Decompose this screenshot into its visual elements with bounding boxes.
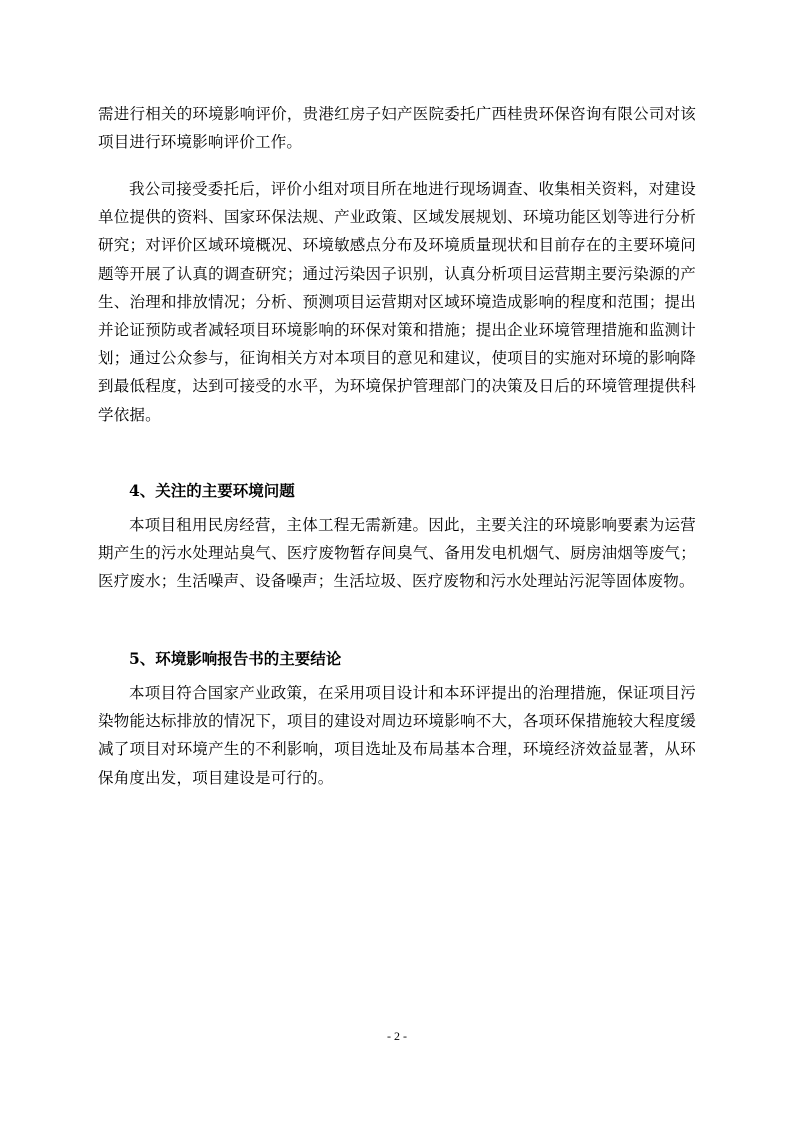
- paragraph-conclusion: 本项目符合国家产业政策，在采用项目设计和本环评提出的治理措施，保证项目污染物能达标排放的情况下，项目的建设对周边环境影响不大，各项环保措施较大程度缓减了项目对环境产生的不利影响，项目选址及布局基本合理，环境经济效益显著，从环保角度出发，项目建设是可行的。: [98, 684, 696, 787]
- section-heading-4: 4、关注的主要环境问题: [129, 481, 295, 500]
- page-number: - 2 -: [387, 1029, 407, 1043]
- section-heading-5: 5、环境影响报告书的主要结论: [129, 649, 342, 668]
- paragraph-continuation: 需进行相关的环境影响评价，贵港红房子妇产医院委托广西桂贵环保咨询有限公司对该项目进行环境影响评价工作。: [98, 105, 696, 152]
- paragraph-environmental-issues: 本项目租用民房经营，主体工程无需新建。因此，主要关注的环境影响要素为运营期产生的污水处理站臭气、医疗废物暂存间臭气、备用发电机烟气、厨房油烟等废气；医疗废水；生活噪声、设备噪声；生活垃圾、医疗废物和污水处理站污泥等固体废物。: [98, 516, 696, 591]
- paragraph-work-process: 我公司接受委托后，评价小组对项目所在地进行现场调查、收集相关资料，对建设单位提供的资料、国家环保法规、产业政策、区域发展规划、环境功能区划等进行分析研究；对评价区域环境概况、环境敏感点分布及环境质量现状和目前存在的主要环境问题等开展了认真的调查研究；通过污染因子识别，认真分析项目运营期主要污染源的产生、治理和排放情况；分析、预测项目运营期对区域环境造成影响的程度和范围；提出并论证预防或者减轻项目环境影响的环保对策和措施；提出企业环境管理措施和监测计划；通过公众参与，征询相关方对本项目的意见和建议，使项目的实施对环境的影响降到最低程度，达到可接受的水平，为环境保护管理部门的决策及日后的环境管理提供科学依据。: [98, 180, 696, 424]
